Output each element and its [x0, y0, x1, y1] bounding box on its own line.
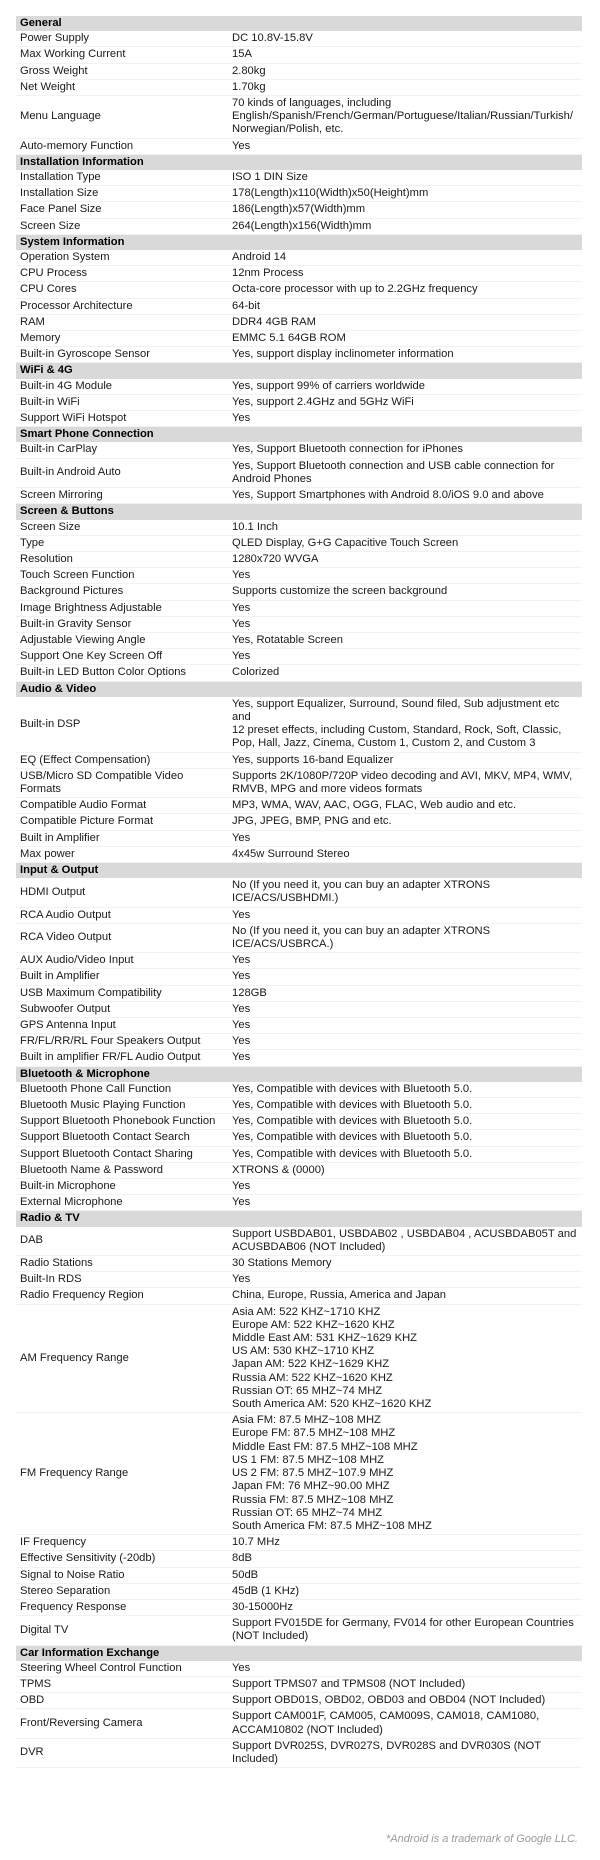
spec-value: 70 kinds of languages, including English/Spanish/French/German/Portuguese/Italian/Russian/Turkish/ Norwegian/Polish, etc. — [228, 96, 582, 139]
spec-value: 30-15000Hz — [228, 1599, 582, 1615]
spec-value: Yes — [228, 1034, 582, 1050]
spec-label: Processor Architecture — [16, 298, 228, 314]
spec-row — [16, 282, 582, 298]
spec-label: OBD — [16, 1693, 228, 1709]
spec-label: External Microphone — [16, 1195, 228, 1211]
spec-label: RCA Video Output — [16, 923, 228, 952]
spec-row — [16, 458, 582, 487]
spec-value: Yes — [228, 1018, 582, 1034]
spec-label: Image Brightness Adjustable — [16, 600, 228, 616]
spec-row — [16, 218, 582, 234]
section-header — [16, 154, 582, 170]
spec-label: FM Frequency Range — [16, 1413, 228, 1535]
spec-value: 1.70kg — [228, 79, 582, 95]
spec-value: JPG, JPEG, BMP, PNG and etc. — [228, 814, 582, 830]
spec-label: USB/Micro SD Compatible Video Formats — [16, 768, 228, 797]
spec-row — [16, 347, 582, 363]
spec-value: Yes — [228, 953, 582, 969]
spec-row — [16, 1179, 582, 1195]
spec-row — [16, 331, 582, 347]
spec-row — [16, 1195, 582, 1211]
spec-label: Compatible Picture Format — [16, 814, 228, 830]
spec-value: Support TPMS07 and TPMS08 (NOT Included) — [228, 1676, 582, 1692]
spec-row — [16, 411, 582, 427]
spec-value: 64-bit — [228, 298, 582, 314]
spec-value: Colorized — [228, 665, 582, 681]
spec-row — [16, 1413, 582, 1535]
spec-label: DVR — [16, 1738, 228, 1767]
spec-label: Built-in WiFi — [16, 394, 228, 410]
spec-label: Support WiFi Hotspot — [16, 411, 228, 427]
spec-value: 264(Length)x156(Width)mm — [228, 218, 582, 234]
spec-value: 4x45w Surround Stereo — [228, 846, 582, 862]
spec-row — [16, 768, 582, 797]
spec-value: 15A — [228, 47, 582, 63]
section-title: Input & Output — [16, 862, 582, 878]
spec-label: Built-in Microphone — [16, 1179, 228, 1195]
spec-row — [16, 616, 582, 632]
spec-row — [16, 600, 582, 616]
spec-row — [16, 1676, 582, 1692]
spec-row — [16, 1082, 582, 1098]
spec-row — [16, 1227, 582, 1256]
spec-value: Yes — [228, 138, 582, 154]
spec-label: Net Weight — [16, 79, 228, 95]
spec-label: USB Maximum Compatibility — [16, 985, 228, 1001]
spec-value: Support CAM001F, CAM005, CAM009S, CAM018, CAM1080, ACCAM10802 (NOT Included) — [228, 1709, 582, 1738]
spec-row — [16, 1304, 582, 1413]
spec-label: EQ (Effect Compensation) — [16, 752, 228, 768]
spec-row — [16, 1001, 582, 1017]
section-title: Audio & Video — [16, 681, 582, 697]
spec-value: No (If you need it, you can buy an adapter XTRONS ICE/ACS/USBRCA.) — [228, 923, 582, 952]
spec-row — [16, 1146, 582, 1162]
spec-label: Adjustable Viewing Angle — [16, 632, 228, 648]
spec-value: 12nm Process — [228, 266, 582, 282]
spec-label: Auto-memory Function — [16, 138, 228, 154]
spec-row — [16, 1162, 582, 1178]
spec-row — [16, 442, 582, 458]
spec-label: Support Bluetooth Phonebook Function — [16, 1114, 228, 1130]
spec-value: MP3, WMA, WAV, AAC, OGG, FLAC, Web audio and etc. — [228, 798, 582, 814]
spec-row — [16, 568, 582, 584]
spec-row — [16, 551, 582, 567]
spec-value: DDR4 4GB RAM — [228, 314, 582, 330]
spec-value: 1280x720 WVGA — [228, 551, 582, 567]
spec-row — [16, 846, 582, 862]
spec-row — [16, 1114, 582, 1130]
spec-value: Asia AM: 522 KHZ~1710 KHZ Europe AM: 522 KHZ~1620 KHZ Middle East AM: 531 KHZ~1629 KHZ US AM: 530 KHZ~1710 KHZ Japan AM: 522 KHZ~1629 KHZ Russia AM: 522 KHZ~1620 KHZ Russian OT: 65 MHZ~74 MHZ South America AM: 520 KHZ~1620 KHZ — [228, 1304, 582, 1413]
spec-label: CPU Cores — [16, 282, 228, 298]
trademark-footnote: *Android is a trademark of Google LLC. — [386, 1833, 578, 1845]
section-title: Bluetooth & Microphone — [16, 1066, 582, 1082]
spec-row — [16, 697, 582, 752]
spec-label: Built-in LED Button Color Options — [16, 665, 228, 681]
spec-label: Built-in Gyroscope Sensor — [16, 347, 228, 363]
spec-row — [16, 985, 582, 1001]
spec-label: Power Supply — [16, 31, 228, 47]
spec-row — [16, 1567, 582, 1583]
spec-row — [16, 1661, 582, 1677]
spec-label: RCA Audio Output — [16, 907, 228, 923]
spec-value: QLED Display, G+G Capacitive Touch Screen — [228, 535, 582, 551]
spec-label: Built in Amplifier — [16, 969, 228, 985]
section-title: Radio & TV — [16, 1211, 582, 1227]
spec-row — [16, 1018, 582, 1034]
spec-row — [16, 1551, 582, 1567]
spec-label: Compatible Audio Format — [16, 798, 228, 814]
spec-value: Yes, supports 16-band Equalizer — [228, 752, 582, 768]
spec-row — [16, 649, 582, 665]
spec-label: AM Frequency Range — [16, 1304, 228, 1413]
spec-value: ISO 1 DIN Size — [228, 170, 582, 186]
section-title: Smart Phone Connection — [16, 427, 582, 443]
spec-value: EMMC 5.1 64GB ROM — [228, 331, 582, 347]
spec-label: Screen Size — [16, 218, 228, 234]
spec-value: 8dB — [228, 1551, 582, 1567]
spec-value: Yes — [228, 600, 582, 616]
spec-row — [16, 1130, 582, 1146]
spec-row — [16, 1256, 582, 1272]
spec-label: Effective Sensitivity (-20db) — [16, 1551, 228, 1567]
spec-value: Yes, Compatible with devices with Bluetooth 5.0. — [228, 1114, 582, 1130]
spec-label: CPU Process — [16, 266, 228, 282]
spec-label: Frequency Response — [16, 1599, 228, 1615]
spec-value: Yes — [228, 616, 582, 632]
section-header — [16, 234, 582, 250]
spec-label: TPMS — [16, 1676, 228, 1692]
spec-value: 186(Length)x57(Width)mm — [228, 202, 582, 218]
spec-row — [16, 1034, 582, 1050]
spec-value: Yes — [228, 649, 582, 665]
spec-value: Yes — [228, 1001, 582, 1017]
spec-row — [16, 1693, 582, 1709]
spec-value: Support DVR025S, DVR027S, DVR028S and DVR030S (NOT Included) — [228, 1738, 582, 1767]
spec-value: Yes, Support Bluetooth connection for iPhones — [228, 442, 582, 458]
spec-label: Touch Screen Function — [16, 568, 228, 584]
spec-label: Stereo Separation — [16, 1583, 228, 1599]
section-title: Car Information Exchange — [16, 1645, 582, 1661]
spec-value: Yes, Compatible with devices with Bluetooth 5.0. — [228, 1146, 582, 1162]
spec-value: Yes, Compatible with devices with Bluetooth 5.0. — [228, 1082, 582, 1098]
spec-row — [16, 170, 582, 186]
spec-label: Bluetooth Phone Call Function — [16, 1082, 228, 1098]
section-header — [16, 504, 582, 520]
spec-row — [16, 488, 582, 504]
spec-value: 10.7 MHz — [228, 1535, 582, 1551]
spec-value: Yes — [228, 1661, 582, 1677]
spec-row — [16, 31, 582, 47]
spec-row — [16, 907, 582, 923]
spec-row — [16, 520, 582, 536]
spec-value: Yes — [228, 907, 582, 923]
spec-value: 178(Length)x110(Width)x50(Height)mm — [228, 186, 582, 202]
spec-label: Max Working Current — [16, 47, 228, 63]
spec-row — [16, 314, 582, 330]
spec-label: Built-in Android Auto — [16, 458, 228, 487]
spec-value: Yes — [228, 411, 582, 427]
spec-label: Built-in Gravity Sensor — [16, 616, 228, 632]
spec-label: Background Pictures — [16, 584, 228, 600]
spec-label: RAM — [16, 314, 228, 330]
spec-label: Installation Size — [16, 186, 228, 202]
spec-label: Screen Mirroring — [16, 488, 228, 504]
spec-label: Radio Stations — [16, 1256, 228, 1272]
spec-value: Yes — [228, 1272, 582, 1288]
spec-row — [16, 752, 582, 768]
spec-label: Type — [16, 535, 228, 551]
section-header — [16, 1211, 582, 1227]
section-title: System Information — [16, 234, 582, 250]
spec-label: Subwoofer Output — [16, 1001, 228, 1017]
spec-value: Android 14 — [228, 250, 582, 266]
spec-value: Yes — [228, 830, 582, 846]
spec-label: Bluetooth Music Playing Function — [16, 1098, 228, 1114]
spec-label: Installation Type — [16, 170, 228, 186]
spec-label: Screen Size — [16, 520, 228, 536]
spec-label: Memory — [16, 331, 228, 347]
spec-value: 45dB (1 KHz) — [228, 1583, 582, 1599]
spec-row — [16, 632, 582, 648]
spec-row — [16, 379, 582, 395]
spec-row — [16, 394, 582, 410]
spec-value: 128GB — [228, 985, 582, 1001]
spec-value: Yes — [228, 1050, 582, 1066]
section-header — [16, 1645, 582, 1661]
section-title: Installation Information — [16, 154, 582, 170]
spec-value: 30 Stations Memory — [228, 1256, 582, 1272]
spec-label: FR/FL/RR/RL Four Speakers Output — [16, 1034, 228, 1050]
spec-row — [16, 665, 582, 681]
spec-value: Asia FM: 87.5 MHZ~108 MHZ Europe FM: 87.5 MHZ~108 MHZ Middle East FM: 87.5 MHZ~108 MHZ US 1 FM: 87.5 MHZ~108 MHZ US 2 FM: 87.5 MHZ~107.9 MHZ Japan FM: 76 MHZ~90.00 MHZ Russia FM: 87.5 MHZ~108 MHZ Russian OT: 65 MHZ~74 MHZ South America FM: 87.5 MHZ~108 MHZ — [228, 1413, 582, 1535]
spec-row — [16, 878, 582, 907]
section-header — [16, 16, 582, 31]
spec-value: Supports 2K/1080P/720P video decoding and AVI, MKV, MP4, WMV, RMVB, MPG and more videos formats — [228, 768, 582, 797]
spec-row — [16, 830, 582, 846]
spec-label: Gross Weight — [16, 63, 228, 79]
spec-value: Yes, Rotatable Screen — [228, 632, 582, 648]
spec-row — [16, 63, 582, 79]
spec-row — [16, 923, 582, 952]
spec-label: Steering Wheel Control Function — [16, 1661, 228, 1677]
spec-label: Front/Reversing Camera — [16, 1709, 228, 1738]
spec-value: China, Europe, Russia, America and Japan — [228, 1288, 582, 1304]
spec-table — [16, 16, 582, 1768]
spec-label: Resolution — [16, 551, 228, 567]
spec-row — [16, 298, 582, 314]
spec-row — [16, 202, 582, 218]
spec-value: Yes, Support Bluetooth connection and USB cable connection for Android Phones — [228, 458, 582, 487]
spec-value: Yes, support Equalizer, Surround, Sound filed, Sub adjustment etc and 12 preset effects, including Custom, Standard, Rock, Soft, Classic, Pop, Hall, Jazz, Cinema, Custom 1, Custom 2, and Custom 3 — [228, 697, 582, 752]
spec-label: Support Bluetooth Contact Sharing — [16, 1146, 228, 1162]
spec-value: Yes, support 2.4GHz and 5GHz WiFi — [228, 394, 582, 410]
spec-value: Yes — [228, 1179, 582, 1195]
spec-value: Yes — [228, 568, 582, 584]
spec-row — [16, 1616, 582, 1645]
spec-row — [16, 250, 582, 266]
spec-label: Menu Language — [16, 96, 228, 139]
spec-label: Digital TV — [16, 1616, 228, 1645]
spec-row — [16, 186, 582, 202]
spec-value: Supports customize the screen background — [228, 584, 582, 600]
spec-value: Yes — [228, 969, 582, 985]
section-title: General — [16, 16, 582, 31]
spec-label: Built-In RDS — [16, 1272, 228, 1288]
spec-row — [16, 798, 582, 814]
spec-value: Yes, support display inclinometer information — [228, 347, 582, 363]
spec-row — [16, 1599, 582, 1615]
spec-label: Radio Frequency Region — [16, 1288, 228, 1304]
section-header — [16, 862, 582, 878]
spec-row — [16, 953, 582, 969]
spec-row — [16, 535, 582, 551]
spec-label: AUX Audio/Video Input — [16, 953, 228, 969]
section-title: Screen & Buttons — [16, 504, 582, 520]
spec-value: Octa-core processor with up to 2.2GHz frequency — [228, 282, 582, 298]
spec-label: DAB — [16, 1227, 228, 1256]
spec-table-body — [16, 16, 582, 1768]
spec-row — [16, 79, 582, 95]
spec-value: Support OBD01S, OBD02, OBD03 and OBD04 (NOT Included) — [228, 1693, 582, 1709]
spec-row — [16, 1098, 582, 1114]
spec-label: Support Bluetooth Contact Search — [16, 1130, 228, 1146]
spec-value: 10.1 Inch — [228, 520, 582, 536]
spec-value: Support FV015DE for Germany, FV014 for other European Countries (NOT Included) — [228, 1616, 582, 1645]
section-title: WiFi & 4G — [16, 363, 582, 379]
spec-row — [16, 584, 582, 600]
spec-value: 50dB — [228, 1567, 582, 1583]
spec-label: GPS Antenna Input — [16, 1018, 228, 1034]
spec-label: Built-in 4G Module — [16, 379, 228, 395]
section-header — [16, 1066, 582, 1082]
spec-value: Yes, Support Smartphones with Android 8.0/iOS 9.0 and above — [228, 488, 582, 504]
spec-value: No (If you need it, you can buy an adapter XTRONS ICE/ACS/USBHDMI.) — [228, 878, 582, 907]
spec-label: Signal to Noise Ratio — [16, 1567, 228, 1583]
spec-row — [16, 47, 582, 63]
spec-label: Support One Key Screen Off — [16, 649, 228, 665]
spec-label: Built-in CarPlay — [16, 442, 228, 458]
spec-value: DC 10.8V-15.8V — [228, 31, 582, 47]
spec-row — [16, 1738, 582, 1767]
spec-row — [16, 1050, 582, 1066]
spec-label: Built-in DSP — [16, 697, 228, 752]
spec-row — [16, 1288, 582, 1304]
spec-label: Max power — [16, 846, 228, 862]
section-header — [16, 427, 582, 443]
spec-row — [16, 1535, 582, 1551]
spec-label: Bluetooth Name & Password — [16, 1162, 228, 1178]
spec-row — [16, 266, 582, 282]
spec-row — [16, 96, 582, 139]
spec-value: 2.80kg — [228, 63, 582, 79]
spec-label: IF Frequency — [16, 1535, 228, 1551]
spec-value: Yes, Compatible with devices with Bluetooth 5.0. — [228, 1130, 582, 1146]
spec-value: XTRONS & (0000) — [228, 1162, 582, 1178]
spec-label: Built in Amplifier — [16, 830, 228, 846]
section-header — [16, 363, 582, 379]
spec-row — [16, 1709, 582, 1738]
spec-value: Yes, Compatible with devices with Bluetooth 5.0. — [228, 1098, 582, 1114]
spec-row — [16, 814, 582, 830]
section-header — [16, 681, 582, 697]
spec-value: Support USBDAB01, USBDAB02 , USBDAB04 , ACUSBDAB05T and ACUSBDAB06 (NOT Included) — [228, 1227, 582, 1256]
spec-row — [16, 1272, 582, 1288]
spec-label: HDMI Output — [16, 878, 228, 907]
spec-row — [16, 969, 582, 985]
spec-row — [16, 1583, 582, 1599]
spec-label: Face Panel Size — [16, 202, 228, 218]
spec-label: Built in amplifier FR/FL Audio Output — [16, 1050, 228, 1066]
spec-value: Yes, support 99% of carriers worldwide — [228, 379, 582, 395]
spec-value: Yes — [228, 1195, 582, 1211]
spec-label: Operation System — [16, 250, 228, 266]
spec-row — [16, 138, 582, 154]
